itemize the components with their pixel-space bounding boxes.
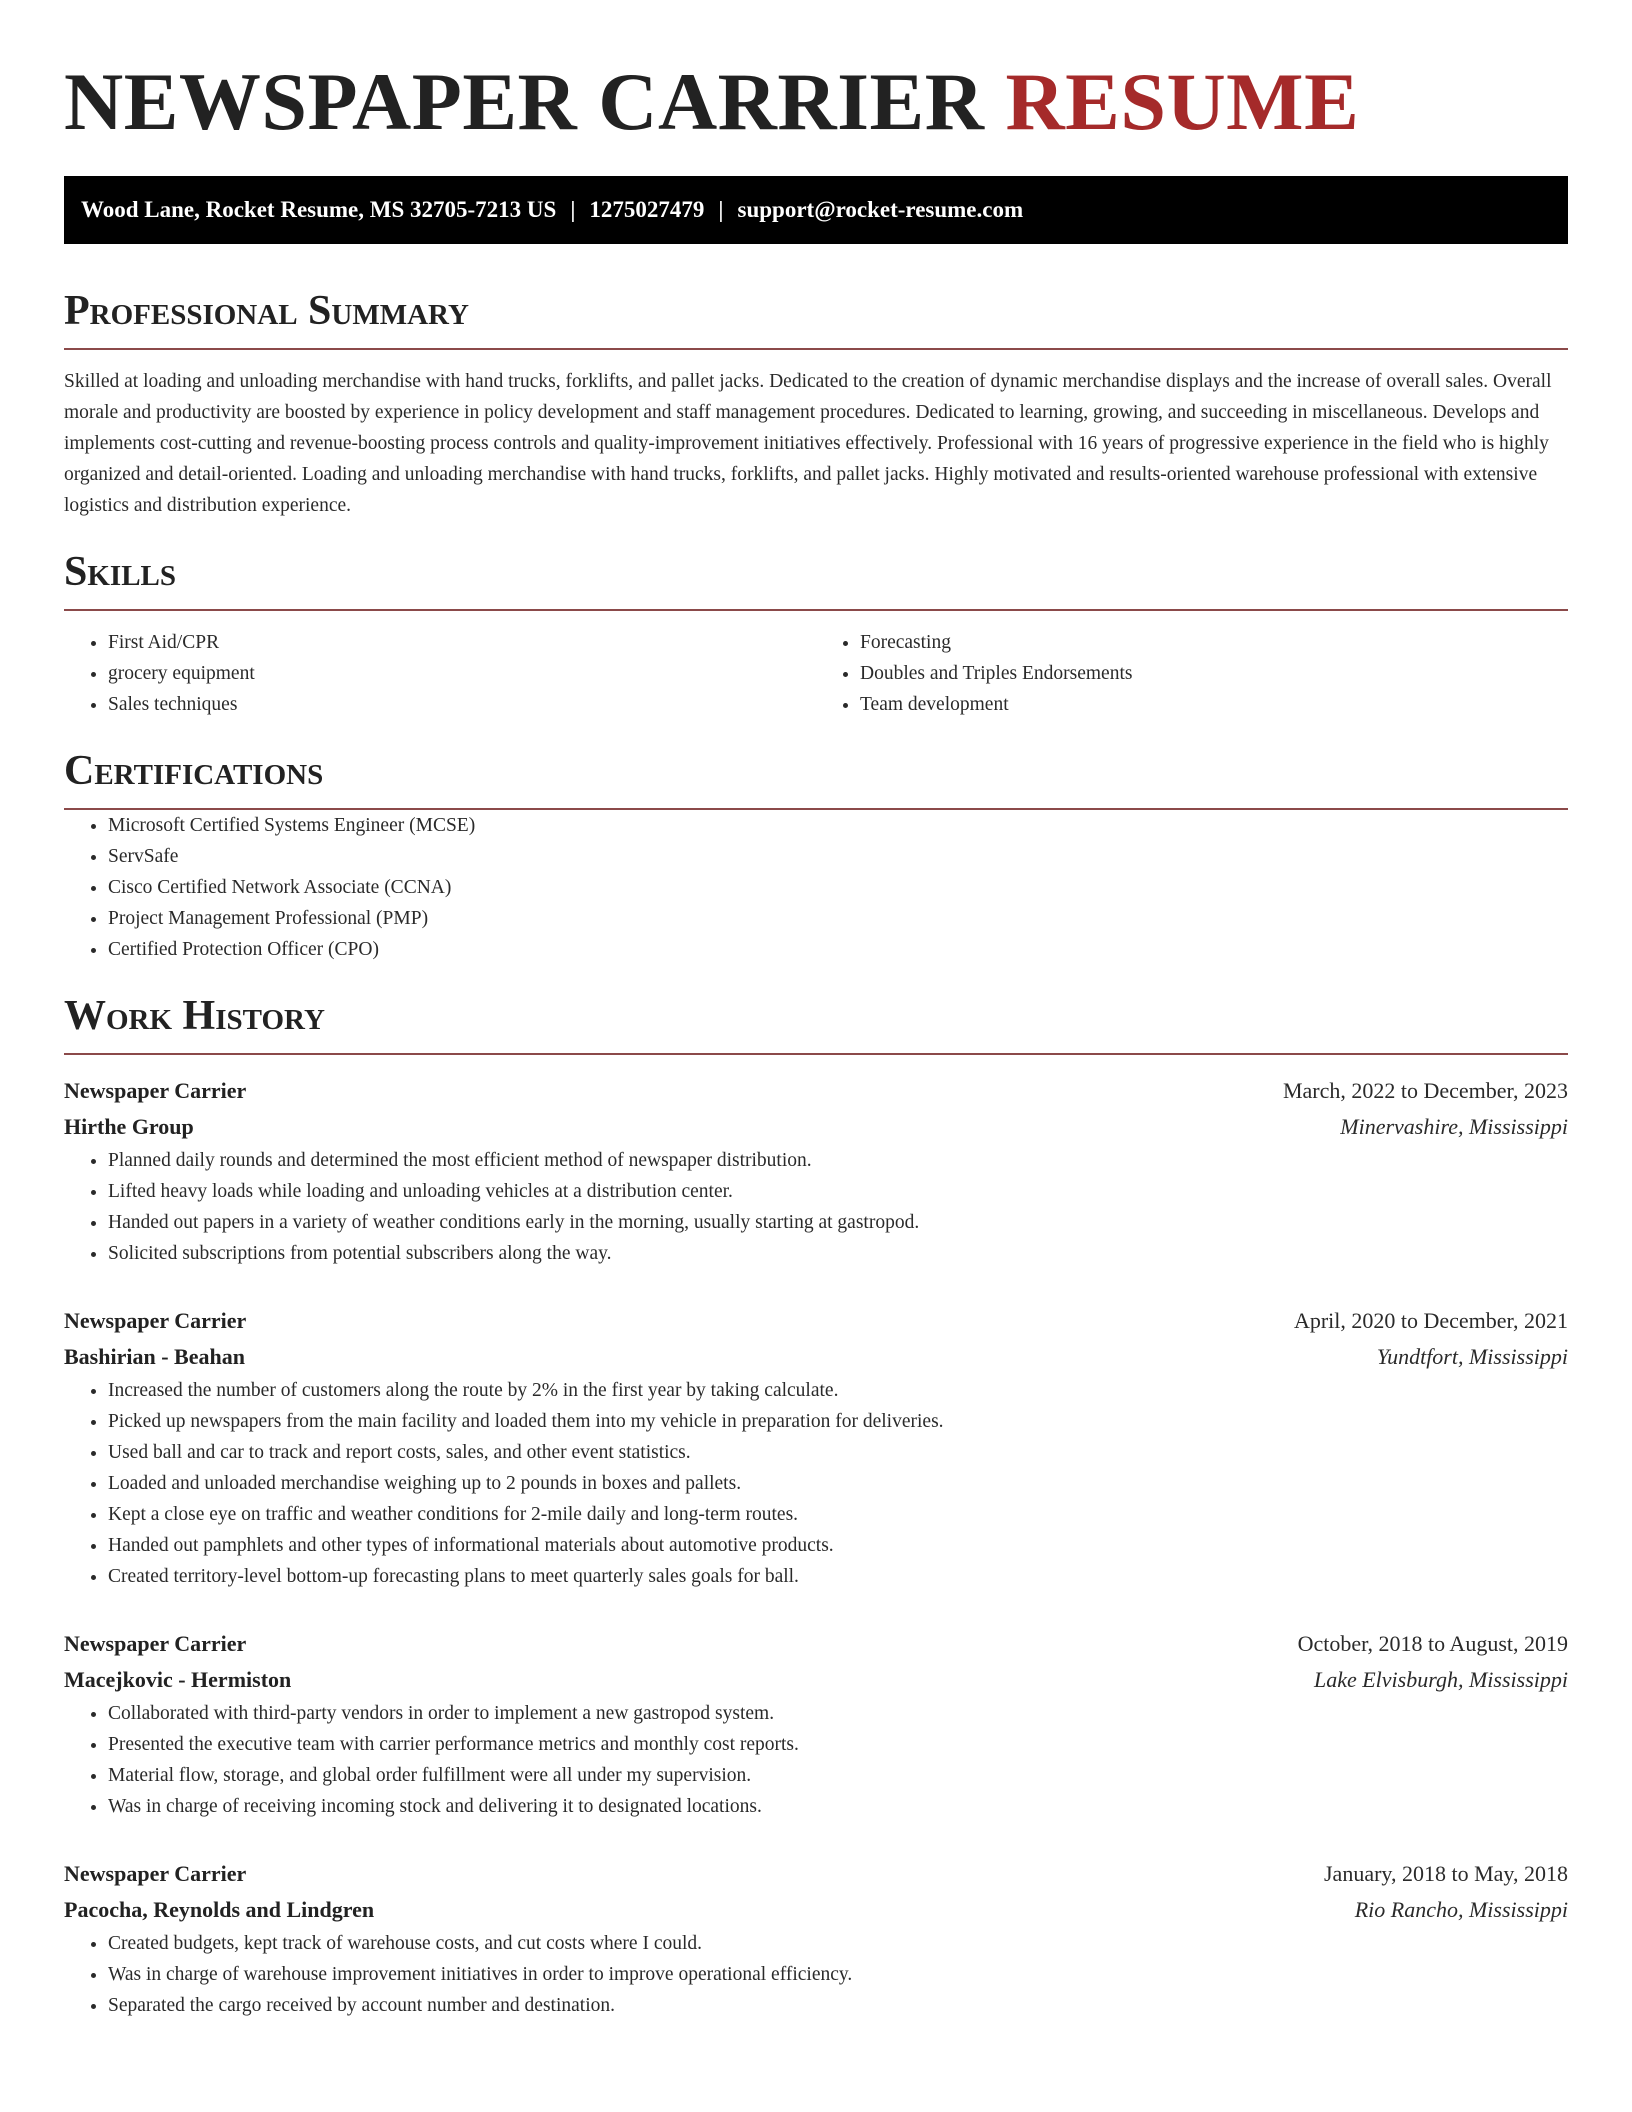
contact-separator: | xyxy=(718,197,724,222)
job-location: Yundtfort, Mississippi xyxy=(1376,1344,1568,1369)
certification-item: • Project Management Professional (PMP) xyxy=(108,903,1568,934)
skills-section xyxy=(64,547,1568,720)
contact-bar xyxy=(64,176,1568,244)
contact-phone: 1275027479 xyxy=(589,197,705,222)
job-location: Minervashire, Mississippi xyxy=(1340,1114,1568,1139)
contact-address: Wood Lane, Rocket Resume, MS 32705-7213 US xyxy=(81,197,557,222)
job-entry xyxy=(64,1303,1568,1592)
job-company: Pacocha, Reynolds and Lindgren xyxy=(64,1897,375,1922)
skill-item: • Forecasting xyxy=(860,627,1568,658)
resume-title-main: NEWSPAPER CARRIER xyxy=(64,56,985,147)
job-bullet: • Used ball and car to track and report costs, sales, and other event statistics. xyxy=(108,1437,1568,1468)
job-company: Macejkovic - Hermiston xyxy=(64,1667,292,1692)
certification-item: • Cisco Certified Network Associate (CCNA) xyxy=(108,872,1568,903)
job-bullets xyxy=(64,1375,1568,1592)
contact-separator: | xyxy=(570,197,576,222)
summary-heading: Professional Summary xyxy=(64,286,1568,350)
job-company-row xyxy=(64,1892,1568,1928)
job-company-row xyxy=(64,1662,1568,1698)
job-header-row xyxy=(64,1073,1568,1109)
skill-item: • Team development xyxy=(860,689,1568,720)
job-bullets xyxy=(64,1698,1568,1822)
job-company: Bashirian - Beahan xyxy=(64,1344,245,1369)
skill-item: • First Aid/CPR xyxy=(108,627,816,658)
certifications-section xyxy=(64,746,1568,965)
job-location: Lake Elvisburgh, Mississippi xyxy=(1313,1667,1568,1692)
job-bullet: • Separated the cargo received by account number and destination. xyxy=(108,1990,1568,2021)
job-entry xyxy=(64,1626,1568,1822)
certifications-list xyxy=(64,810,1568,965)
certification-item: • Microsoft Certified Systems Engineer (MCSE) xyxy=(108,810,1568,841)
job-bullet: • Collaborated with third-party vendors in order to implement a new gastropod system. xyxy=(108,1698,1568,1729)
job-bullet: • Kept a close eye on traffic and weather conditions for 2-mile daily and long-term routes. xyxy=(108,1499,1568,1530)
job-bullet: • Was in charge of receiving incoming stock and delivering it to designated locations. xyxy=(108,1791,1568,1822)
job-dates: March, 2022 to December, 2023 xyxy=(1282,1078,1568,1103)
skill-item: • Doubles and Triples Endorsements xyxy=(860,658,1568,689)
job-bullet: • Picked up newspapers from the main facility and loaded them into my vehicle in preparation for deliveries. xyxy=(108,1406,1568,1437)
contact-email: support@rocket-resume.com xyxy=(737,197,1024,222)
skills-list-left xyxy=(64,627,816,720)
job-bullet: • Lifted heavy loads while loading and unloading vehicles at a distribution center. xyxy=(108,1176,1568,1207)
work-history-section xyxy=(64,991,1568,2021)
certification-item: • Certified Protection Officer (CPO) xyxy=(108,934,1568,965)
job-bullet: • Was in charge of warehouse improvement initiatives in order to improve operational efficiency. xyxy=(108,1959,1568,1990)
job-bullet: • Solicited subscriptions from potential subscribers along the way. xyxy=(108,1238,1568,1269)
job-header-row xyxy=(64,1626,1568,1662)
job-bullets xyxy=(64,1928,1568,2021)
job-dates: January, 2018 to May, 2018 xyxy=(1324,1861,1568,1886)
job-bullet: • Created budgets, kept track of warehouse costs, and cut costs where I could. xyxy=(108,1928,1568,1959)
skills-list-right xyxy=(816,627,1568,720)
job-entry xyxy=(64,1073,1568,1269)
job-bullet: • Created territory-level bottom-up forecasting plans to meet quarterly sales goals for ball. xyxy=(108,1561,1568,1592)
summary-text: Skilled at loading and unloading merchandise with hand trucks, forklifts, and pallet jacks. Dedicated to the creation of dynamic merchandise displays and the increase of overall sales. Overall morale and productivity are boosted by experience in policy development and staff management procedures. Dedicated to learning, growing, and succeeding in miscellaneous. Develops and implements cost-cutting and revenue-boosting process controls and quality-improvement initiatives effectively. Professional with 16 years of progressive experience in the field who is highly organized and detail-oriented. Loading and unloading merchandise with hand trucks, forklifts, and pallet jacks. Highly motivated and results-oriented warehouse professional with extensive logistics and distribution experience. xyxy=(64,371,1552,516)
summary-section xyxy=(64,286,1568,521)
skill-item: • Sales techniques xyxy=(108,689,816,720)
job-title: Newspaper Carrier xyxy=(64,1078,247,1103)
work-history-heading: Work History xyxy=(64,991,1568,1055)
skills-heading: Skills xyxy=(64,547,1568,611)
job-bullet: • Handed out pamphlets and other types of informational materials about automotive products. xyxy=(108,1530,1568,1561)
job-company: Hirthe Group xyxy=(64,1114,194,1139)
skill-item: • grocery equipment xyxy=(108,658,816,689)
job-location: Rio Rancho, Mississippi xyxy=(1354,1897,1568,1922)
job-bullet: • Increased the number of customers along the route by 2% in the first year by taking calculate. xyxy=(108,1375,1568,1406)
job-header-row xyxy=(64,1856,1568,1892)
job-entry xyxy=(64,1856,1568,2021)
job-title: Newspaper Carrier xyxy=(64,1308,247,1333)
job-company-row xyxy=(64,1339,1568,1375)
certifications-heading: Certifications xyxy=(64,746,1568,810)
job-bullet: • Loaded and unloaded merchandise weighing up to 2 pounds in boxes and pallets. xyxy=(108,1468,1568,1499)
job-bullet: • Material flow, storage, and global order fulfillment were all under my supervision. xyxy=(108,1760,1568,1791)
job-bullet: • Presented the executive team with carrier performance metrics and monthly cost reports. xyxy=(108,1729,1568,1760)
resume-title-accent: RESUME xyxy=(1005,56,1360,147)
job-bullets xyxy=(64,1145,1568,1269)
job-title: Newspaper Carrier xyxy=(64,1631,247,1656)
job-dates: October, 2018 to August, 2019 xyxy=(1297,1631,1568,1656)
resume-title xyxy=(64,52,1568,152)
job-bullet: • Handed out papers in a variety of weather conditions early in the morning, usually starting at gastropod. xyxy=(108,1207,1568,1238)
skills-grid xyxy=(64,627,1568,720)
job-bullet: • Planned daily rounds and determined the most efficient method of newspaper distribution. xyxy=(108,1145,1568,1176)
job-title: Newspaper Carrier xyxy=(64,1861,247,1886)
job-dates: April, 2020 to December, 2021 xyxy=(1293,1308,1568,1333)
job-header-row xyxy=(64,1303,1568,1339)
certification-item: • ServSafe xyxy=(108,841,1568,872)
job-company-row xyxy=(64,1109,1568,1145)
